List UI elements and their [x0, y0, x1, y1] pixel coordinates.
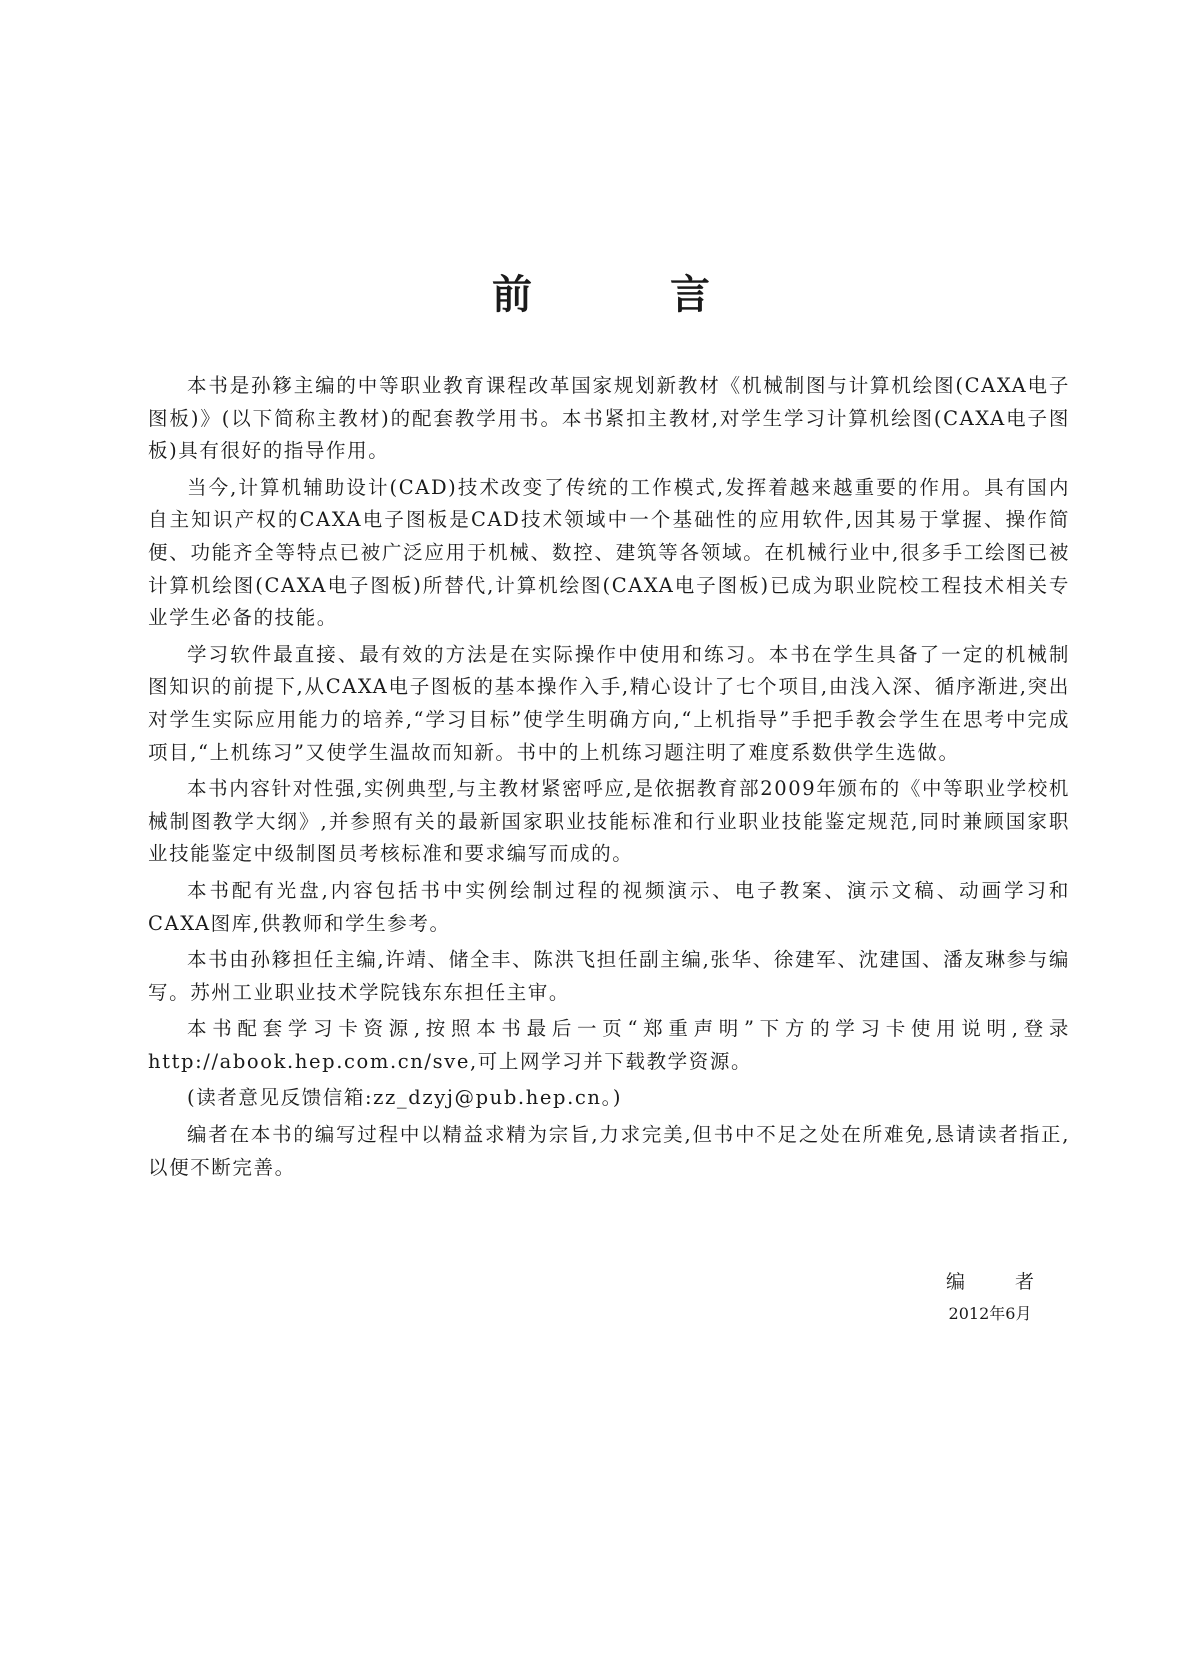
paragraph: 当今,计算机辅助设计(CAD)技术改变了传统的工作模式,发挥着越来越重要的作用。具有国内自主知识产权的CAXA电子图板是CAD技术领域中一个基础性的应用软件,因其易于掌握、操作简便、功能齐全等特点已被广泛应用于机械、数控、建筑等各领域。在机械行业中,很多手工绘图已被计算机绘图(CAXA电子图板)所替代,计算机绘图(CAXA电子图板)已成为职业院校工程技术相关专业学生必备的技能。: [148, 475, 1070, 630]
page-title: 前 言: [492, 271, 772, 318]
signature-author: 编 者: [945, 1271, 1057, 1293]
paragraph: 本书是孙簃主编的中等职业教育课程改革国家规划新教材《机械制图与计算机绘图(CAXA电子图板)》(以下简称主教材)的配套教学用书。本书紧扣主教材,对学生学习计算机绘图(CAXA电子图板)具有很好的指导作用。: [148, 374, 1070, 463]
paragraph: 学习软件最直接、最有效的方法是在实际操作中使用和练习。本书在学生具备了一定的机械制图知识的前提下,从CAXA电子图板的基本操作入手,精心设计了七个项目,由浅入深、循序渐进,突出对学生实际应用能力的培养,“学习目标”使学生明确方向,“上机指导”手把手教会学生在思考中完成项目,“上机练习”又使学生温故而知新。书中的上机练习题注明了难度系数供学生选做。: [148, 642, 1070, 764]
preface-body: [148, 370, 1070, 1188]
paragraph: 本书配有光盘,内容包括书中实例绘制过程的视频演示、电子教案、演示文稿、动画学习和CAXA图库,供教师和学生参考。: [148, 878, 1070, 935]
signature-date: 2012年6月: [948, 1304, 1032, 1323]
paragraph: (读者意见反馈信箱:zz_dzyj@pub.hep.cn。): [187, 1086, 623, 1110]
paragraph: 本书内容针对性强,实例典型,与主教材紧密呼应,是依据教育部2009年颁布的《中等职业学校机械制图教学大纲》,并参照有关的最新国家职业技能标准和行业职业技能鉴定规范,同时兼顾国家职业技能鉴定中级制图员考核标准和要求编写而成的。: [148, 777, 1070, 866]
signature-block: [920, 1266, 1060, 1330]
paragraph: 本书由孙簃担任主编,许靖、储全丰、陈洪飞担任副主编,张华、徐建军、沈建国、潘友琳参与编写。苏州工业职业技术学院钱东东担任主审。: [148, 948, 1070, 1004]
paragraph: 编者在本书的编写过程中以精益求精为宗旨,力求完美,但书中不足之处在所难免,恳请读者指正,以便不断完善。: [148, 1123, 1070, 1179]
paragraph: 本书配套学习卡资源,按照本书最后一页“郑重声明”下方的学习卡使用说明,登录http://abook.hep.com.cn/sve,可上网学习并下载教学资源。: [148, 1017, 1070, 1073]
